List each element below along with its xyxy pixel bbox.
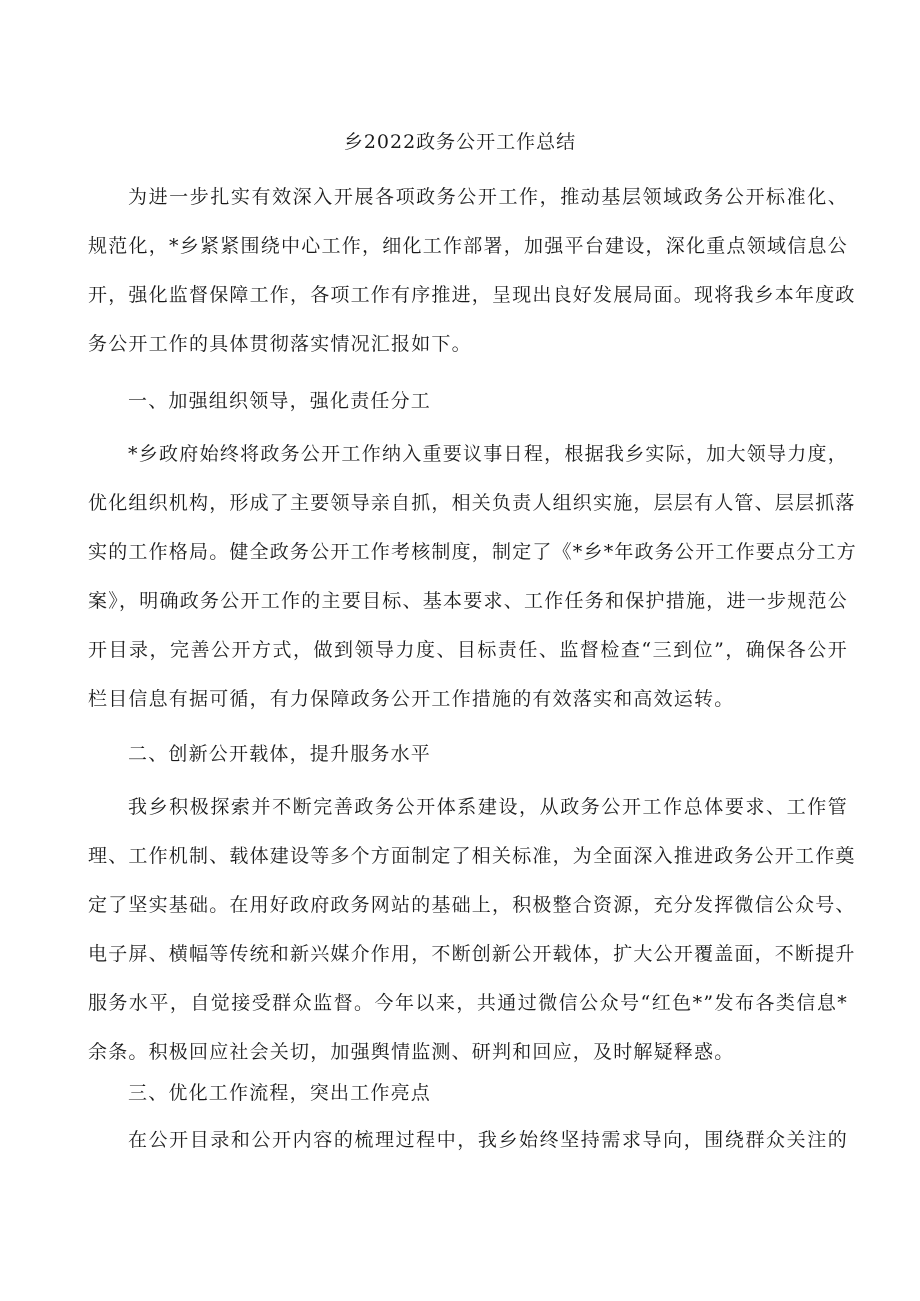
paragraph-line: 为进一步扎实有效深入开展各项政务公开工作，推动基层领域政务公开标准化、 — [128, 186, 848, 208]
paragraph-line: 栏目信息有据可循，有力保障政务公开工作措施的有效落实和高效运转。 — [88, 688, 735, 710]
paragraph-line: 定了坚实基础。在用好政府政务网站的基础上，积极整合资源，充分发挥微信公众号、 — [88, 894, 856, 916]
paragraph-line: 在公开目录和公开内容的梳理过程中，我乡始终坚持需求导向，围绕群众关注的 — [128, 1129, 848, 1151]
paragraph-line: 规范化，*乡紧紧围绕中心工作，细化工作部署，加强平台建设，深化重点领域信息公 — [88, 235, 848, 257]
paragraph-line: 服务水平，自觉接受群众监督。今年以来，共通过微信公众号“红色*”发布各类信息* — [88, 992, 848, 1014]
paragraph-line: 案》，明确政务公开工作的主要目标、基本要求、工作任务和保护措施，进一步规范公 — [88, 590, 848, 612]
paragraph-line: 开，强化监督保障工作，各项工作有序推进，呈现出良好发展局面。现将我乡本年度政 — [88, 284, 856, 306]
document-title: 乡2022政务公开工作总结 — [343, 131, 577, 153]
section-heading: 一、加强组织领导，强化责任分工 — [128, 390, 432, 412]
paragraph-line: 实的工作格局。健全政务公开工作考核制度，制定了《*乡*年政务公开工作要点分工方 — [88, 541, 857, 563]
paragraph-line: *乡政府始终将政务公开工作纳入重要议事日程，根据我乡实际，加大领导力度， — [128, 443, 848, 465]
paragraph-line: 理、工作机制、载体建设等多个方面制定了相关标准，为全面深入推进政务公开工作奠 — [88, 845, 856, 867]
paragraph-line: 余条。积极回应社会关切，加强舆情监测、研判和回应，及时解疑释惑。 — [88, 1041, 735, 1063]
paragraph-line: 电子屏、横幅等传统和新兴媒介作用，不断创新公开载体，扩大公开覆盖面，不断提升 — [88, 943, 856, 965]
section-heading: 二、创新公开载体，提升服务水平 — [128, 743, 432, 765]
paragraph-line: 我乡积极探索并不断完善政务公开体系建设，从政务公开工作总体要求、工作管 — [128, 796, 848, 818]
paragraph-line: 优化组织机构，形成了主要领导亲自抓，相关负责人组织实施，层层有人管、层层抓落 — [88, 492, 856, 514]
paragraph-line: 开目录，完善公开方式，做到领导力度、目标责任、监督检查“三到位”，确保各公开 — [88, 639, 848, 661]
paragraph-line: 务公开工作的具体贯彻落实情况汇报如下。 — [88, 333, 472, 355]
section-heading: 三、优化工作流程，突出工作亮点 — [128, 1082, 432, 1104]
